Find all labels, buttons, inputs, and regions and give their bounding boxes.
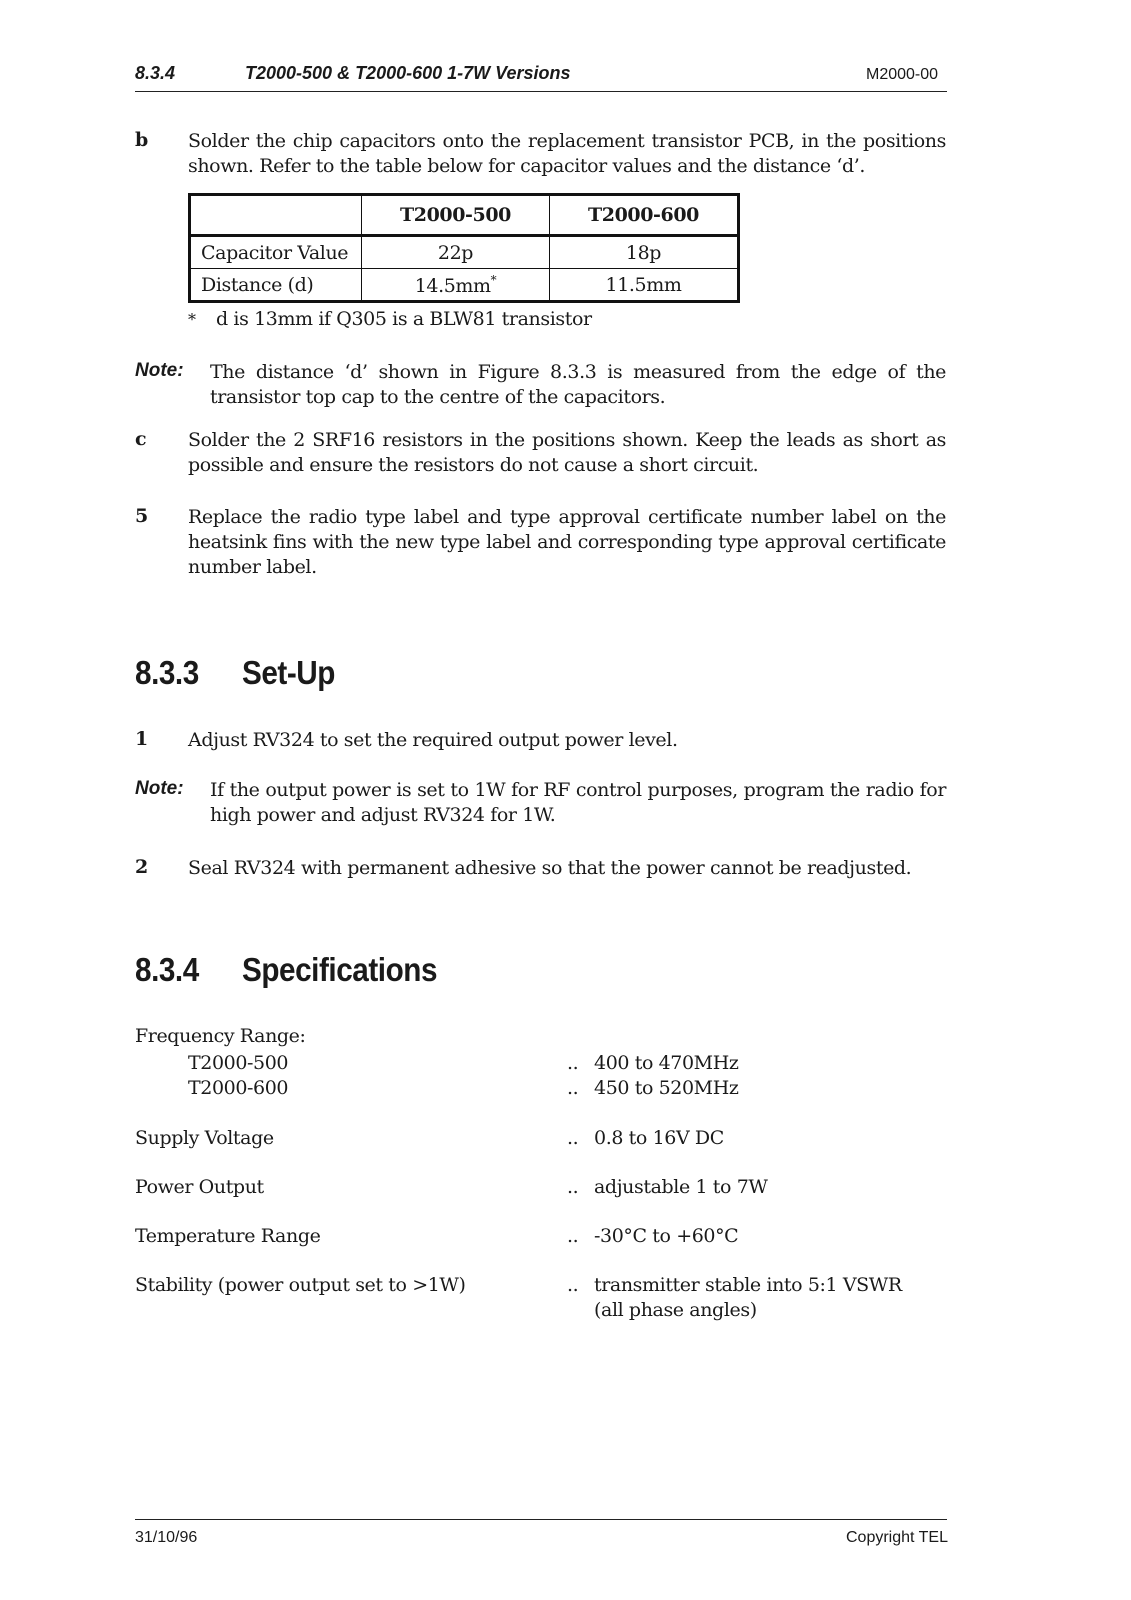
spec-label: Frequency Range:: [135, 1025, 306, 1047]
table-header-cell: T2000-500: [362, 195, 550, 236]
setup-section-title: Set-Up: [242, 654, 336, 691]
spec-value: 0.8 to 16V DC: [594, 1127, 724, 1149]
spec-label: Supply Voltage: [135, 1127, 274, 1149]
setup-section-number: 8.3.3: [135, 654, 199, 691]
spec-sub-label: T2000-600: [188, 1077, 289, 1099]
setup-step-1-text: Adjust RV324 to set the required output power level.: [188, 729, 678, 751]
note-text: The distance ‘d’ shown in Figure 8.3.3 is measured from the edge of the transistor top cap to the centre of the capacitors.: [210, 361, 946, 408]
step-c-text: Solder the 2 SRF16 resistors in the positions shown. Keep the leads as short as possible and ensure the resistors do not cause a short circuit.: [188, 429, 946, 476]
spec-label: Temperature Range: [135, 1225, 321, 1247]
spec-value: -30°C to +60°C: [594, 1225, 739, 1247]
table-header-row: [190, 195, 739, 236]
table-cell: [362, 269, 550, 302]
step-b-text: Solder the chip capacitors onto the replacement transistor PCB, in the positions shown. Refer to the table below for capacitor values and the distance ‘d’.: [188, 130, 946, 177]
step-5-marker: 5: [135, 505, 149, 527]
table-cell: 18p: [550, 236, 739, 269]
header-doc-ref: M2000-00: [866, 66, 939, 83]
table-row: [190, 236, 739, 269]
note-label: Note:: [135, 360, 184, 381]
footnote-mark: *: [188, 310, 196, 329]
spec-value: 450 to 520MHz: [594, 1077, 739, 1099]
step-5-text: Replace the radio type label and type approval certificate number label on the heatsink fins with the new type label and corresponding type approval certificate number label.: [188, 506, 946, 578]
table-row: [190, 269, 739, 302]
spec-value: 400 to 470MHz: [594, 1052, 739, 1074]
table-cell-value: 14.5mm: [414, 274, 491, 297]
table-footnote: d is 13mm if Q305 is a BLW81 transistor: [216, 308, 592, 330]
spec-value-continued: (all phase angles): [594, 1299, 757, 1321]
specs-section-title: Specifications: [242, 951, 438, 988]
spec-dots: ..: [567, 1077, 579, 1099]
table-header-cell: [190, 195, 362, 236]
table-cell: 11.5mm: [550, 269, 739, 302]
table-row-label: Distance (d): [190, 269, 362, 302]
spec-sub-label: T2000-500: [188, 1052, 289, 1074]
step-c-marker: c: [135, 428, 147, 450]
table-row-label: Capacitor Value: [190, 236, 362, 269]
footer-rule: [135, 1519, 947, 1520]
spec-dots: ..: [567, 1127, 579, 1149]
spec-dots: ..: [567, 1274, 579, 1296]
footer-date: 31/10/96: [135, 1529, 198, 1546]
footnote-mark: *: [490, 272, 497, 287]
table-header-cell: T2000-600: [550, 195, 739, 236]
step-b-marker: b: [135, 129, 149, 151]
spec-value: transmitter stable into 5:1 VSWR: [594, 1274, 902, 1296]
setup-step-1-marker: 1: [135, 728, 149, 750]
spec-dots: ..: [567, 1176, 579, 1198]
header-rule: [135, 91, 947, 92]
table-cell: 22p: [362, 236, 550, 269]
note-label: Note:: [135, 778, 184, 799]
spec-label: Power Output: [135, 1176, 264, 1198]
footer-copyright: Copyright TEL: [846, 1529, 948, 1546]
spec-dots: ..: [567, 1225, 579, 1247]
header-section-number: 8.3.4: [135, 63, 176, 83]
note-text: If the output power is set to 1W for RF control purposes, program the radio for high power and adjust RV324 for 1W.: [210, 779, 946, 826]
setup-step-2-marker: 2: [135, 856, 149, 878]
spec-dots: ..: [567, 1052, 579, 1074]
setup-step-2-text: Seal RV324 with permanent adhesive so that the power cannot be readjusted.: [188, 857, 912, 879]
header-title: T2000-500 & T2000-600 1-7W Versions: [245, 63, 571, 83]
spec-value: adjustable 1 to 7W: [594, 1176, 768, 1198]
capacitor-table: [188, 193, 740, 303]
specs-section-number: 8.3.4: [135, 951, 199, 988]
spec-label: Stability (power output set to >1W): [135, 1274, 466, 1296]
